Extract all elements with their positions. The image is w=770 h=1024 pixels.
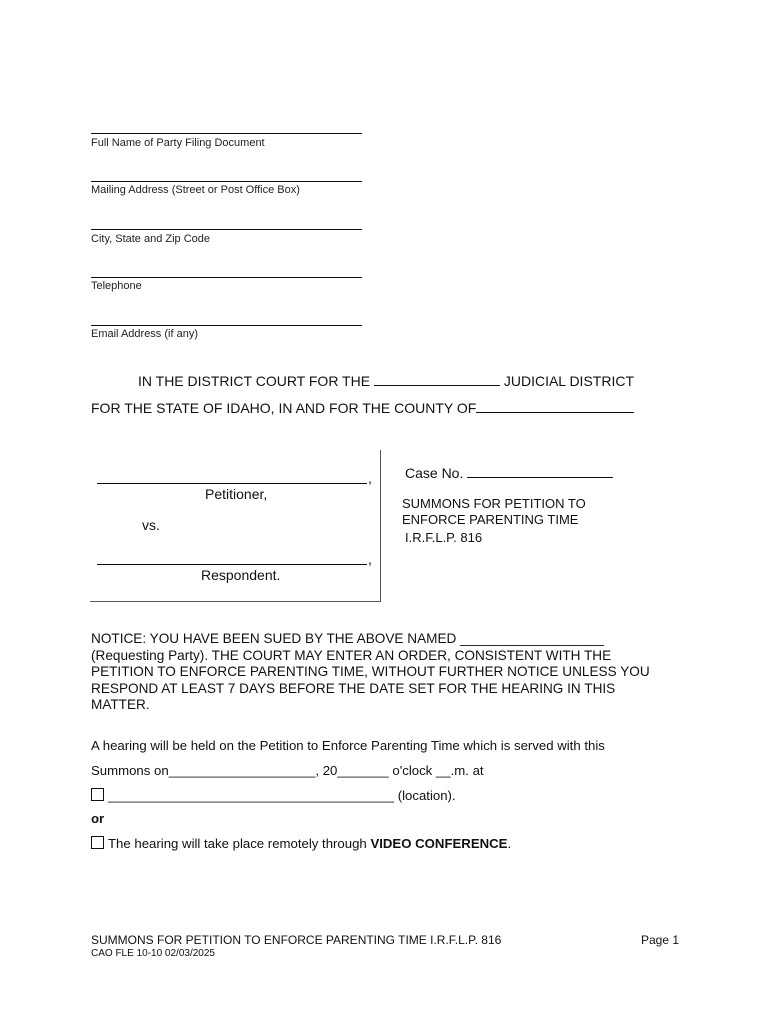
notice-line: MATTER. (91, 697, 150, 712)
notice-line: PETITION TO ENFORCE PARENTING TIME, WITHOUT FURTHER NOTICE UNLESS YOU (91, 664, 650, 679)
email-label: Email Address (if any) (91, 328, 198, 340)
hearing-line1: A hearing will be held on the Petition to Enforce Parenting Time which is served with this (91, 738, 605, 753)
doc-title-line1: SUMMONS FOR PETITION TO (402, 496, 586, 511)
telephone-line (91, 277, 362, 278)
judicial-district-blank (374, 373, 500, 386)
or-label: or (91, 811, 105, 826)
notice-line: RESPOND AT LEAST 7 DAYS BEFORE THE DATE SET FOR THE HEARING IN THIS (91, 680, 616, 696)
video-conference-label: VIDEO CONFERENCE (370, 836, 508, 851)
notice-line: (Requesting Party). THE COURT MAY ENTER AN ORDER, CONSISTENT WITH THE (91, 647, 612, 663)
case-no-label: Case No. (405, 465, 464, 481)
location-text: _______________________________________ (location). (108, 788, 456, 803)
respondent-signature-line (97, 564, 367, 565)
court-heading-line2 (91, 400, 634, 416)
footer-title: SUMMONS FOR PETITION TO ENFORCE PARENTING TIME I.R.F.L.P. 816 (91, 933, 502, 947)
respondent-label: Respondent. (201, 567, 281, 583)
respondent-comma: , (368, 551, 372, 567)
petitioner-signature-line (97, 483, 367, 484)
mailing-address-label: Mailing Address (Street or Post Office Box) (91, 184, 300, 196)
email-line (91, 325, 362, 326)
location-option (91, 788, 456, 803)
petitioner-comma: , (368, 470, 372, 486)
footer-form-id: CAO FLE 10-10 02/03/2025 (91, 948, 215, 959)
mailing-address-line (91, 181, 362, 182)
party-name-line (91, 133, 362, 134)
court-suffix: JUDICIAL DISTRICT (503, 373, 634, 389)
doc-title-line2: ENFORCE PARENTING TIME (402, 512, 579, 527)
case-no-blank (467, 465, 613, 478)
vs-label: vs. (142, 517, 160, 533)
petitioner-label: Petitioner, (205, 486, 268, 502)
party-name-label: Full Name of Party Filing Document (91, 137, 265, 149)
city-state-zip-label: City, State and Zip Code (91, 233, 211, 245)
county-prefix: FOR THE STATE OF IDAHO, IN AND FOR THE COUNTY OF (91, 400, 477, 416)
notice-block (91, 631, 681, 714)
remote-suffix: . (507, 836, 512, 851)
remote-checkbox[interactable] (91, 836, 104, 849)
city-state-zip-line (91, 229, 362, 230)
remote-prefix: The hearing will take place remotely through (108, 836, 371, 851)
notice-line: NOTICE: YOU HAVE BEEN SUED BY THE ABOVE NAMED ___________________ (91, 631, 604, 646)
page-number: Page 1 (641, 933, 680, 947)
doc-rule: I.R.F.L.P. 816 (405, 530, 483, 545)
telephone-label: Telephone (91, 280, 142, 292)
court-prefix: IN THE DISTRICT COURT FOR THE (138, 373, 371, 389)
court-heading-line1 (138, 373, 634, 389)
case-number (405, 465, 613, 481)
county-blank (476, 400, 634, 413)
location-checkbox[interactable] (91, 788, 104, 801)
hearing-line2: Summons on____________________, 20_______ o'clock __.m. at (91, 763, 484, 778)
remote-option (91, 836, 511, 851)
